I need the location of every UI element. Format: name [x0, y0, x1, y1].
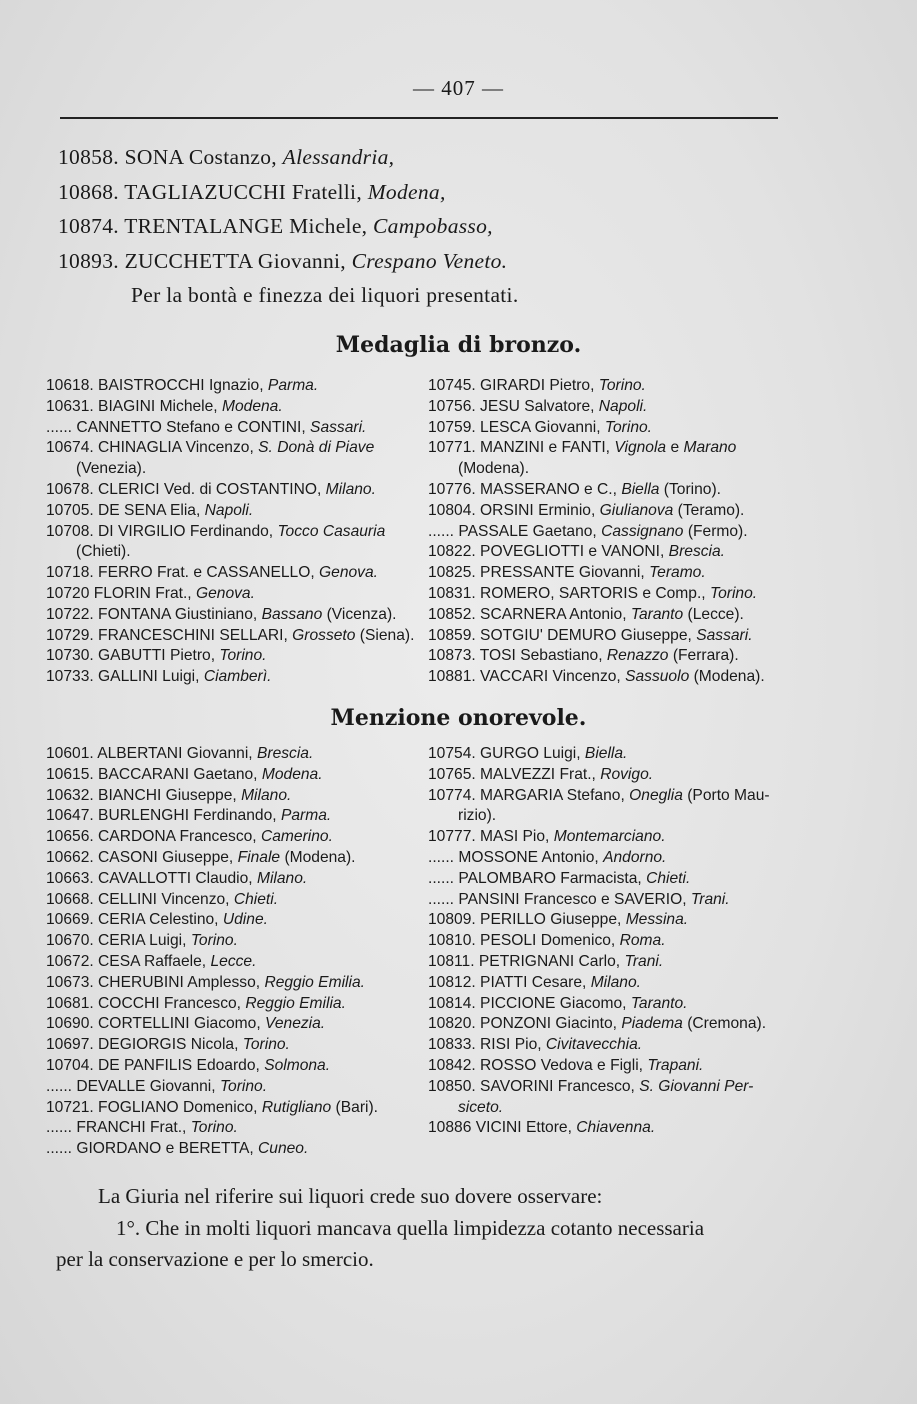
list-item: 10720 FLORIN Frat., Genova. [46, 584, 255, 602]
list-item-continuation: (Modena). [458, 460, 530, 478]
bronze-left-column [46, 376, 414, 688]
list-item: 10673. CHERUBINI Amplesso, Reggio Emilia. [46, 973, 365, 991]
closing-paragraph: 1°. Che in molti liquori mancava quella limpidezza cotanto necessaria [116, 1215, 705, 1240]
list-item: 10708. DI VIRGILIO Ferdinando, Tocco Casauria [46, 522, 386, 540]
closing-paragraph: La Giuria nel riferire sui liquori crede suo dovere osservare: [98, 1184, 603, 1208]
list-item: 10886 VICINI Ettore, Chiavenna. [428, 1119, 656, 1137]
bronze-right-column [428, 376, 765, 688]
list-item: 10721. FOGLIANO Domenico, Rutigliano (Bari). [46, 1098, 378, 1116]
list-item: ...... GIORDANO e BERETTA, Cuneo. [46, 1140, 309, 1158]
list-item: 10690. CORTELLINI Giacomo, Venezia. [46, 1015, 326, 1033]
list-item: 10697. DEGIORGIS Nicola, Torino. [46, 1036, 290, 1054]
honorable-heading: Menzione onorevole. [330, 705, 587, 731]
list-item: 10822. POVEGLIOTTI e VANONI, Brescia. [428, 543, 726, 561]
list-item: 10672. CESA Raffaele, Lecce. [46, 952, 257, 970]
list-item: 10814. PICCIONE Giacomo, Taranto. [428, 994, 688, 1012]
list-item: 10810. PESOLI Domenico, Roma. [428, 932, 666, 950]
closing-paragraph: per la conservazione e per lo smercio. [56, 1247, 374, 1271]
bronze-heading: Medaglia di bronzo. [335, 332, 582, 358]
list-item: 10874. TRENTALANGE Michele, Campobasso, [58, 214, 493, 238]
list-item: 10831. ROMERO, SARTORIS e Comp., Torino. [428, 584, 758, 602]
list-item: 10842. ROSSO Vedova e Figli, Trapani. [428, 1056, 704, 1074]
list-item: 10771. MANZINI e FANTI, Vignola e Marano [428, 439, 737, 457]
list-item: 10668. CELLINI Vincenzo, Chieti. [46, 890, 279, 908]
list-item: 10873. TOSI Sebastiano, Renazzo (Ferrara). [428, 647, 739, 665]
list-item: 10705. DE SENA Elia, Napoli. [46, 501, 254, 519]
list-item: 10678. CLERICI Ved. di COSTANTINO, Milano. [46, 480, 376, 498]
list-item: ...... MOSSONE Antonio, Andorno. [428, 848, 667, 866]
list-item: 10811. PETRIGNANI Carlo, Trani. [428, 952, 664, 970]
list-item: 10729. FRANCESCHINI SELLARI, Grosseto (Siena). [46, 626, 415, 644]
list-item: ...... PANSINI Francesco e SAVERIO, Trani. [428, 890, 730, 908]
list-item: 10601. ALBERTANI Giovanni, Brescia. [46, 745, 314, 762]
list-item: 10759. LESCA Giovanni, Torino. [428, 418, 652, 436]
list-item: 10850. SAVORINI Francesco, S. Giovanni Per- [428, 1077, 754, 1095]
list-item: 10881. VACCARI Vincenzo, Sassuolo (Modena). [428, 668, 765, 686]
list-item: 10812. PIATTI Cesare, Milano. [428, 973, 641, 991]
list-item-continuation: siceto. [458, 1098, 504, 1116]
header-rule [60, 117, 778, 119]
list-item: 10674. CHINAGLIA Vincenzo, S. Donà di Piave [46, 439, 375, 457]
list-item-continuation: rizio). [458, 807, 497, 825]
list-item: 10833. RISI Pio, Civitavecchia. [428, 1036, 643, 1054]
top-entries [58, 140, 798, 313]
list-item: 10765. MALVEZZI Frat., Rovigo. [428, 765, 654, 783]
list-item: ...... CANNETTO Stefano e CONTINI, Sassari. [46, 418, 367, 436]
honorable-right-column [428, 744, 770, 1139]
list-item: 10754. GURGO Luigi, Biella. [428, 745, 628, 762]
list-item: 10618. BAISTROCCHI Ignazio, Parma. [46, 377, 319, 394]
list-item: ...... DEVALLE Giovanni, Torino. [46, 1077, 268, 1095]
list-item: 10681. COCCHI Francesco, Reggio Emilia. [46, 994, 346, 1012]
closing-text [56, 1181, 776, 1276]
page-number: — 407 — [413, 76, 504, 100]
list-item: 10804. ORSINI Erminio, Giulianova (Teramo). [428, 501, 745, 519]
list-item: 10776. MASSERANO e C., Biella (Torino). [428, 480, 721, 498]
list-item: 10852. SCARNERA Antonio, Taranto (Lecce). [428, 605, 744, 623]
list-item: 10722. FONTANA Giustiniano, Bassano (Vicenza). [46, 605, 397, 623]
list-item: 10733. GALLINI Luigi, Ciamberì. [46, 668, 272, 686]
list-item: 10809. PERILLO Giuseppe, Messina. [428, 911, 689, 929]
list-item: 10704. DE PANFILIS Edoardo, Solmona. [46, 1056, 331, 1074]
list-item: ...... PASSALE Gaetano, Cassignano (Fermo). [428, 522, 748, 540]
list-item: 10825. PRESSANTE Giovanni, Teramo. [428, 564, 706, 582]
list-item-continuation: (Chieti). [76, 543, 131, 561]
list-item: 10663. CAVALLOTTI Claudio, Milano. [46, 869, 308, 887]
list-item: 10632. BIANCHI Giuseppe, Milano. [46, 786, 292, 804]
list-item: 10774. MARGARIA Stefano, Oneglia (Porto Mau- [428, 786, 770, 804]
list-item: 10777. MASI Pio, Montemarciano. [428, 828, 666, 846]
list-item: 10893. ZUCCHETTA Giovanni, Crespano Veneto. [58, 248, 508, 273]
top-motivation: Per la bontà e finezza dei liquori presentati. [131, 283, 519, 307]
list-item: ...... FRANCHI Frat., Torino. [46, 1119, 238, 1137]
list-item: 10669. CERIA Celestino, Udine. [46, 911, 268, 929]
list-item: 10631. BIAGINI Michele, Modena. [46, 397, 283, 415]
list-item: 10820. PONZONI Giacinto, Piadema (Cremona). [428, 1015, 767, 1033]
list-item: 10718. FERRO Frat. e CASSANELLO, Genova. [46, 564, 378, 582]
list-item: 10756. JESU Salvatore, Napoli. [428, 397, 648, 415]
list-item: 10859. SOTGIU' DEMURO Giuseppe, Sassari. [428, 626, 753, 644]
list-item: 10670. CERIA Luigi, Torino. [46, 932, 238, 950]
list-item: 10868. TAGLIAZUCCHI Fratelli, Modena, [58, 179, 446, 204]
list-item: 10647. BURLENGHI Ferdinando, Parma. [46, 807, 332, 825]
list-item: 10662. CASONI Giuseppe, Finale (Modena). [46, 848, 356, 866]
list-item: 10730. GABUTTI Pietro, Torino. [46, 647, 267, 665]
list-item: ...... PALOMBARO Farmacista, Chieti. [428, 869, 691, 887]
list-item: 10656. CARDONA Francesco, Camerino. [46, 828, 333, 846]
list-item: 10615. BACCARANI Gaetano, Modena. [46, 765, 323, 783]
list-item: 10745. GIRARDI Pietro, Torino. [428, 377, 646, 394]
list-item-continuation: (Venezia). [76, 460, 147, 478]
honorable-left-column [46, 744, 378, 1160]
list-item: 10858. SONA Costanzo, Alessandria, [58, 145, 395, 169]
